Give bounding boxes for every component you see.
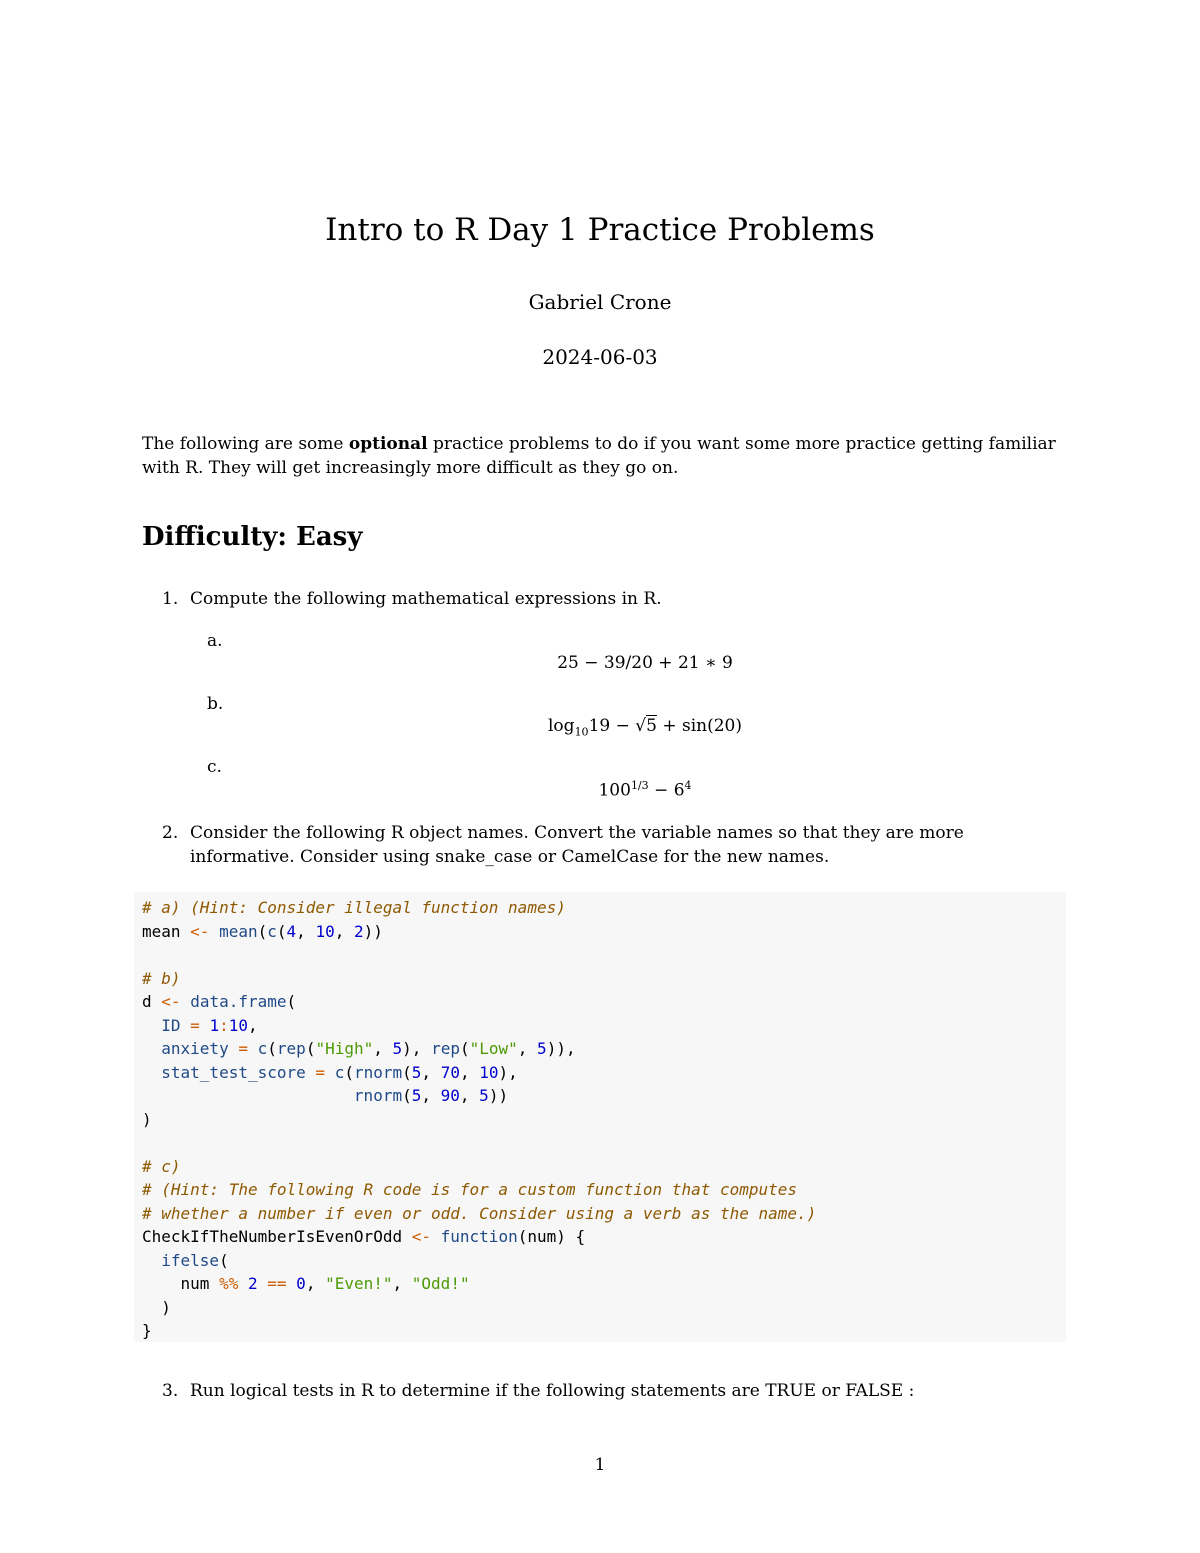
- math-radicand: 5: [646, 716, 657, 736]
- code-block: [134, 892, 1066, 1342]
- intro-text-start: The following are some: [142, 434, 349, 454]
- expression-b: [0, 716, 1200, 738]
- expression-label-c: c.: [207, 757, 222, 777]
- code-line: num %% 2 == 0, "Even!", "Odd!": [180, 1274, 470, 1293]
- expression-label-a: a.: [207, 631, 223, 651]
- problem-number: 2.: [162, 823, 179, 843]
- code-line: # b): [142, 968, 181, 988]
- math-log-base: 10: [574, 725, 589, 739]
- code-line: mean <- mean(c(4, 10, 2)): [142, 921, 383, 941]
- expression-c: [0, 779, 1200, 801]
- code-line: # a) (Hint: Consider illegal function names): [142, 898, 566, 917]
- code-line: anxiety = c(rep("High", 5), rep("Low", 5)),: [161, 1039, 576, 1058]
- problem-number: 1.: [162, 589, 179, 609]
- page-number: 1: [594, 1455, 606, 1475]
- code-line: rnorm(5, 90, 5)): [353, 1086, 509, 1105]
- expression-label-b: b.: [207, 694, 224, 714]
- code-line: # whether a number if even or odd. Consider using a verb as the name.): [142, 1203, 817, 1223]
- code-line: ): [142, 1297, 171, 1317]
- math-part: − 6: [648, 780, 685, 801]
- math-exponent: 4: [684, 779, 692, 792]
- code-line: ): [142, 1109, 152, 1129]
- problem-text: Consider the following R object names. Convert the variable names so that they are more informative. Consider using snake_case or CamelCase for the new names.: [190, 823, 964, 867]
- document-title: Intro to R Day 1 Practice Problems: [325, 212, 875, 248]
- code-line: }: [142, 1321, 152, 1340]
- code-content: [142, 896, 816, 1343]
- code-line: ID = 1:10,: [161, 1015, 258, 1035]
- math-base: 100: [598, 780, 631, 801]
- author-name: Gabriel Crone: [528, 290, 672, 314]
- code-line: d <- data.frame(: [142, 992, 297, 1011]
- problem-number: 3.: [162, 1381, 179, 1401]
- math-part: + sin(20): [656, 716, 742, 736]
- intro-paragraph: [142, 432, 1062, 480]
- code-line: stat_test_score = c(rnorm(5, 70, 10),: [161, 1062, 518, 1082]
- intro-bold-word: optional: [348, 434, 428, 454]
- code-line: ifelse(: [161, 1250, 229, 1270]
- problem-text: Run logical tests in R to determine if the following statements are TRUE or FALSE :: [190, 1381, 915, 1401]
- problem-text: Compute the following mathematical expressions in R.: [190, 589, 662, 609]
- math-log: log: [548, 716, 575, 736]
- math-part: 19 − √: [588, 716, 647, 736]
- code-line: # c): [142, 1156, 181, 1176]
- expression-a: 25 − 39/20 + 21 ∗ 9: [557, 653, 733, 673]
- intro-text-end: practice problems to do if you want some more practice getting familiar with R. They will get increasingly more difficult as they go on.: [142, 434, 1056, 478]
- code-line: CheckIfTheNumberIsEvenOrOdd <- function(num) {: [142, 1227, 586, 1246]
- document-date: 2024-06-03: [542, 345, 658, 369]
- math-exponent: 1/3: [630, 779, 649, 792]
- code-line: # (Hint: The following R code is for a custom function that computes: [142, 1180, 798, 1199]
- section-heading: Difficulty: Easy: [142, 522, 363, 552]
